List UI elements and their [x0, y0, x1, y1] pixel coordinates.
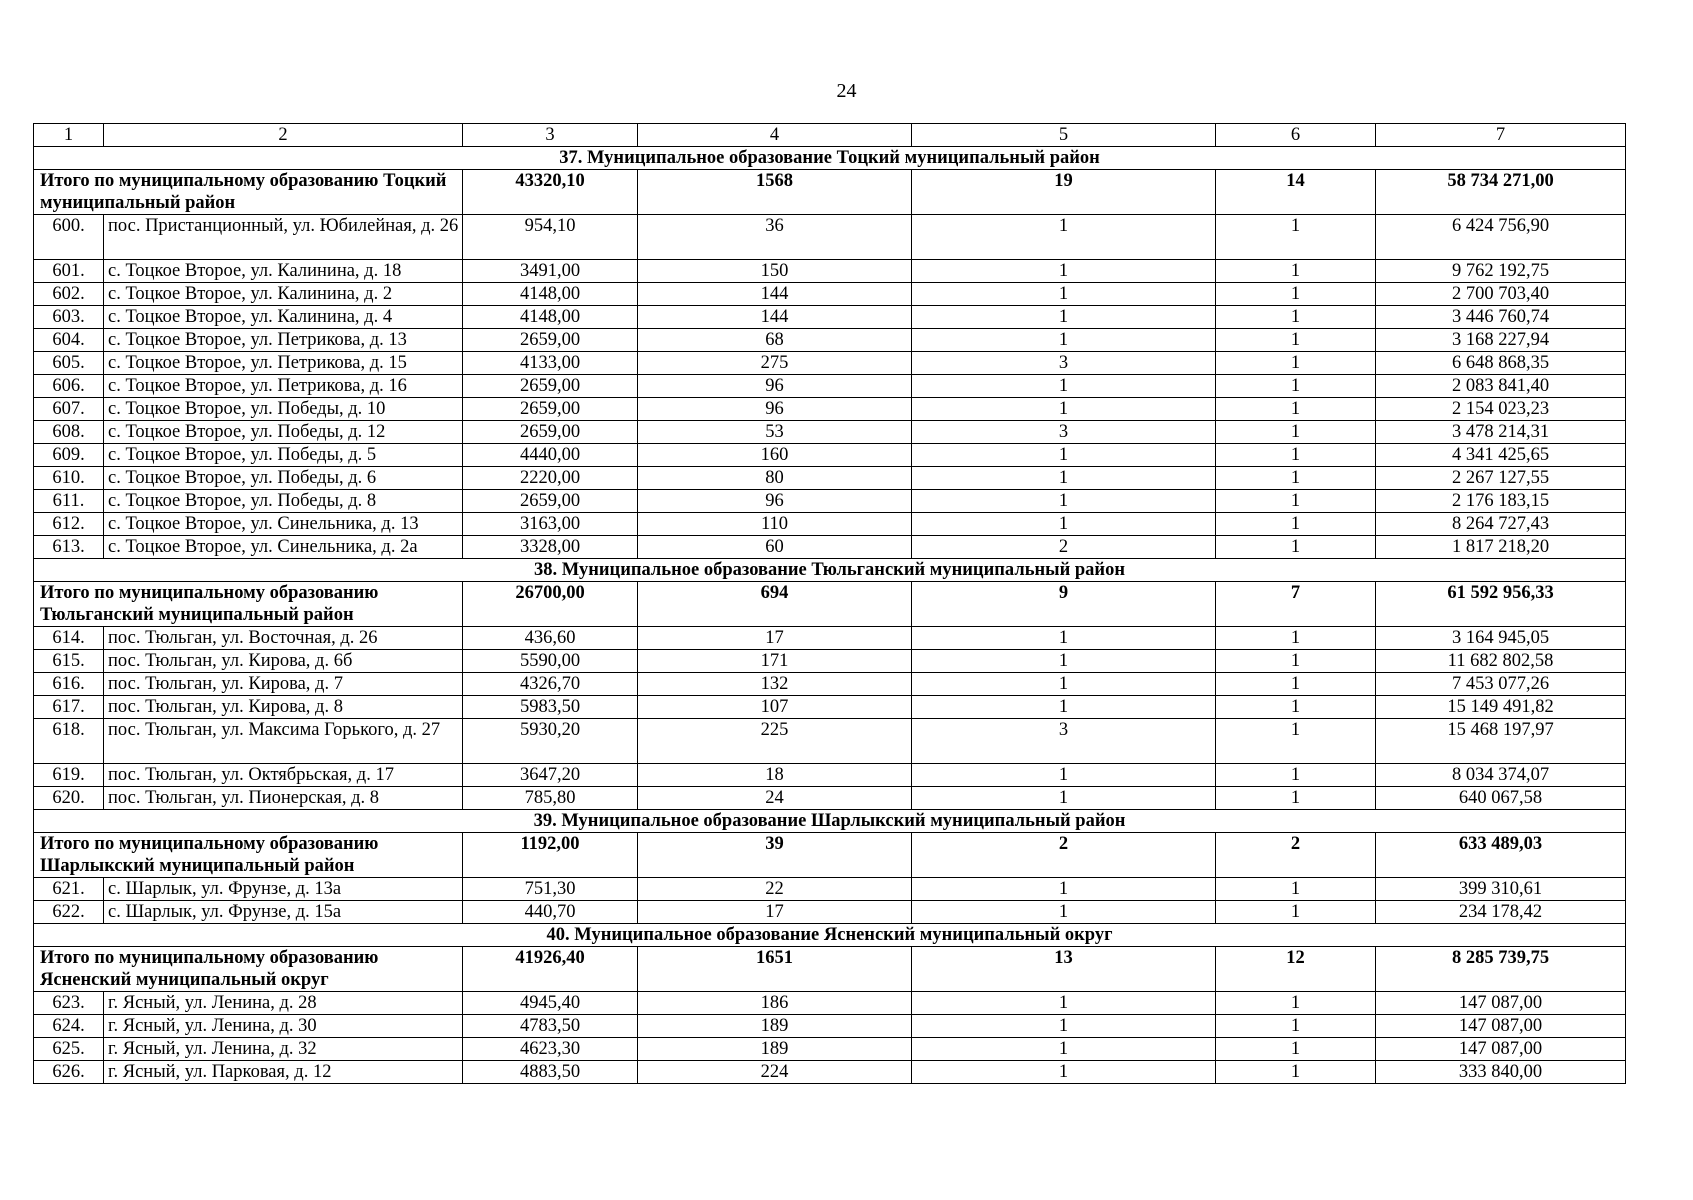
row-value-c4: 132 [638, 673, 912, 696]
row-number: 621. [34, 878, 104, 901]
total-value-c4: 39 [638, 833, 912, 878]
row-value-c3: 2659,00 [463, 421, 638, 444]
row-address: с. Тоцкое Второе, ул. Петрикова, д. 16 [104, 375, 463, 398]
row-value-c3: 4945,40 [463, 992, 638, 1015]
row-address: с. Тоцкое Второе, ул. Петрикова, д. 13 [104, 329, 463, 352]
row-value-c7: 640 067,58 [1376, 787, 1626, 810]
table-body [34, 124, 1626, 1084]
table-row [34, 650, 1626, 673]
row-value-c3: 3647,20 [463, 764, 638, 787]
row-value-c5: 1 [912, 306, 1216, 329]
total-value-c5: 9 [912, 582, 1216, 627]
table-row [34, 444, 1626, 467]
table-row [34, 329, 1626, 352]
row-address: пос. Тюльган, ул. Кирова, д. 8 [104, 696, 463, 719]
row-value-c6: 1 [1216, 260, 1376, 283]
row-address: пос. Тюльган, ул. Максима Горького, д. 27 [104, 719, 463, 764]
row-value-c7: 234 178,42 [1376, 901, 1626, 924]
total-label: Итого по муниципальному образованию Ясненский муниципальный округ [34, 947, 463, 992]
total-value-c6: 14 [1216, 170, 1376, 215]
row-number: 609. [34, 444, 104, 467]
row-value-c7: 3 446 760,74 [1376, 306, 1626, 329]
row-value-c7: 147 087,00 [1376, 1038, 1626, 1061]
row-number: 624. [34, 1015, 104, 1038]
total-value-c6: 12 [1216, 947, 1376, 992]
row-address: г. Ясный, ул. Ленина, д. 30 [104, 1015, 463, 1038]
row-value-c7: 147 087,00 [1376, 1015, 1626, 1038]
row-value-c6: 1 [1216, 536, 1376, 559]
total-value-c3: 26700,00 [463, 582, 638, 627]
row-number: 623. [34, 992, 104, 1015]
row-value-c7: 3 164 945,05 [1376, 627, 1626, 650]
row-value-c3: 440,70 [463, 901, 638, 924]
row-value-c7: 9 762 192,75 [1376, 260, 1626, 283]
section-title: 37. Муниципальное образование Тоцкий муниципальный район [34, 147, 1626, 170]
row-value-c3: 2659,00 [463, 329, 638, 352]
row-value-c4: 17 [638, 901, 912, 924]
row-value-c5: 3 [912, 352, 1216, 375]
total-label: Итого по муниципальному образованию Шарлыкский муниципальный район [34, 833, 463, 878]
row-value-c3: 4133,00 [463, 352, 638, 375]
row-value-c3: 751,30 [463, 878, 638, 901]
row-address: г. Ясный, ул. Парковая, д. 12 [104, 1061, 463, 1084]
column-number: 6 [1216, 124, 1376, 147]
table-row [34, 764, 1626, 787]
row-number: 619. [34, 764, 104, 787]
row-value-c4: 189 [638, 1015, 912, 1038]
table-row [34, 1061, 1626, 1084]
row-value-c5: 1 [912, 1015, 1216, 1038]
row-value-c5: 1 [912, 1061, 1216, 1084]
row-value-c4: 96 [638, 490, 912, 513]
section-header-row [34, 924, 1626, 947]
column-number: 7 [1376, 124, 1626, 147]
row-number: 610. [34, 467, 104, 490]
page-number: 24 [836, 80, 857, 102]
row-address: с. Шарлык, ул. Фрунзе, д. 13а [104, 878, 463, 901]
section-total-row [34, 170, 1626, 215]
row-value-c3: 4883,50 [463, 1061, 638, 1084]
row-value-c3: 4783,50 [463, 1015, 638, 1038]
section-total-row [34, 947, 1626, 992]
section-total-row [34, 833, 1626, 878]
row-value-c4: 160 [638, 444, 912, 467]
row-value-c4: 150 [638, 260, 912, 283]
row-value-c4: 68 [638, 329, 912, 352]
data-table [33, 123, 1626, 1084]
row-value-c4: 18 [638, 764, 912, 787]
row-value-c6: 1 [1216, 787, 1376, 810]
row-value-c7: 2 176 183,15 [1376, 490, 1626, 513]
total-value-c5: 13 [912, 947, 1216, 992]
row-value-c3: 2659,00 [463, 375, 638, 398]
row-value-c6: 1 [1216, 696, 1376, 719]
row-value-c7: 11 682 802,58 [1376, 650, 1626, 673]
row-value-c7: 2 154 023,23 [1376, 398, 1626, 421]
row-address: с. Тоцкое Второе, ул. Синельника, д. 13 [104, 513, 463, 536]
column-number: 5 [912, 124, 1216, 147]
row-value-c5: 1 [912, 398, 1216, 421]
table-row [34, 719, 1626, 764]
total-value-c3: 1192,00 [463, 833, 638, 878]
row-value-c7: 3 478 214,31 [1376, 421, 1626, 444]
row-value-c5: 1 [912, 283, 1216, 306]
total-value-c7: 58 734 271,00 [1376, 170, 1626, 215]
row-value-c7: 4 341 425,65 [1376, 444, 1626, 467]
row-value-c4: 186 [638, 992, 912, 1015]
row-value-c6: 1 [1216, 444, 1376, 467]
row-value-c5: 1 [912, 901, 1216, 924]
row-number: 612. [34, 513, 104, 536]
row-value-c6: 1 [1216, 878, 1376, 901]
total-value-c4: 694 [638, 582, 912, 627]
row-value-c3: 5930,20 [463, 719, 638, 764]
row-value-c4: 144 [638, 283, 912, 306]
row-value-c3: 436,60 [463, 627, 638, 650]
total-value-c4: 1651 [638, 947, 912, 992]
row-value-c3: 2220,00 [463, 467, 638, 490]
table-row [34, 673, 1626, 696]
row-address: с. Шарлык, ул. Фрунзе, д. 15а [104, 901, 463, 924]
row-number: 608. [34, 421, 104, 444]
row-value-c5: 1 [912, 260, 1216, 283]
total-label: Итого по муниципальному образованию Тюльганский муниципальный район [34, 582, 463, 627]
column-number: 3 [463, 124, 638, 147]
row-value-c6: 1 [1216, 421, 1376, 444]
row-number: 625. [34, 1038, 104, 1061]
section-header-row [34, 147, 1626, 170]
row-number: 600. [34, 215, 104, 260]
row-number: 614. [34, 627, 104, 650]
row-address: пос. Тюльган, ул. Кирова, д. 6б [104, 650, 463, 673]
row-value-c4: 171 [638, 650, 912, 673]
row-value-c7: 6 424 756,90 [1376, 215, 1626, 260]
row-number: 616. [34, 673, 104, 696]
row-value-c6: 1 [1216, 901, 1376, 924]
table-row [34, 992, 1626, 1015]
table-row [34, 352, 1626, 375]
row-address: пос. Тюльган, ул. Октябрьская, д. 17 [104, 764, 463, 787]
table-row [34, 375, 1626, 398]
row-value-c6: 1 [1216, 673, 1376, 696]
row-value-c5: 1 [912, 787, 1216, 810]
table-row [34, 513, 1626, 536]
row-value-c3: 4148,00 [463, 306, 638, 329]
section-title: 38. Муниципальное образование Тюльганский муниципальный район [34, 559, 1626, 582]
table-row [34, 627, 1626, 650]
row-value-c4: 110 [638, 513, 912, 536]
row-number: 604. [34, 329, 104, 352]
section-title: 39. Муниципальное образование Шарлыкский муниципальный район [34, 810, 1626, 833]
row-value-c6: 1 [1216, 215, 1376, 260]
row-value-c4: 17 [638, 627, 912, 650]
row-value-c4: 24 [638, 787, 912, 810]
total-value-c5: 19 [912, 170, 1216, 215]
section-header-row [34, 559, 1626, 582]
row-value-c4: 96 [638, 375, 912, 398]
row-address: г. Ясный, ул. Ленина, д. 32 [104, 1038, 463, 1061]
row-value-c5: 3 [912, 719, 1216, 764]
table-row [34, 901, 1626, 924]
row-address: с. Тоцкое Второе, ул. Синельника, д. 2а [104, 536, 463, 559]
row-value-c5: 1 [912, 375, 1216, 398]
row-value-c7: 2 083 841,40 [1376, 375, 1626, 398]
row-number: 620. [34, 787, 104, 810]
row-value-c3: 3491,00 [463, 260, 638, 283]
total-value-c6: 2 [1216, 833, 1376, 878]
row-address: пос. Тюльган, ул. Кирова, д. 7 [104, 673, 463, 696]
row-number: 607. [34, 398, 104, 421]
row-address: с. Тоцкое Второе, ул. Победы, д. 6 [104, 467, 463, 490]
row-value-c6: 1 [1216, 490, 1376, 513]
row-number: 615. [34, 650, 104, 673]
row-value-c5: 1 [912, 764, 1216, 787]
row-value-c5: 2 [912, 536, 1216, 559]
row-value-c4: 36 [638, 215, 912, 260]
row-value-c7: 7 453 077,26 [1376, 673, 1626, 696]
row-number: 606. [34, 375, 104, 398]
table-row [34, 467, 1626, 490]
row-value-c6: 1 [1216, 398, 1376, 421]
row-address: пос. Тюльган, ул. Пионерская, д. 8 [104, 787, 463, 810]
row-value-c6: 1 [1216, 352, 1376, 375]
row-address: с. Тоцкое Второе, ул. Калинина, д. 18 [104, 260, 463, 283]
total-value-c3: 43320,10 [463, 170, 638, 215]
table-row [34, 536, 1626, 559]
row-value-c7: 399 310,61 [1376, 878, 1626, 901]
section-title: 40. Муниципальное образование Ясненский муниципальный округ [34, 924, 1626, 947]
row-value-c7: 15 149 491,82 [1376, 696, 1626, 719]
row-value-c3: 4326,70 [463, 673, 638, 696]
row-value-c6: 1 [1216, 1061, 1376, 1084]
row-value-c7: 3 168 227,94 [1376, 329, 1626, 352]
row-value-c5: 1 [912, 329, 1216, 352]
row-value-c4: 275 [638, 352, 912, 375]
row-value-c3: 954,10 [463, 215, 638, 260]
total-value-c3: 41926,40 [463, 947, 638, 992]
total-value-c7: 8 285 739,75 [1376, 947, 1626, 992]
row-value-c3: 2659,00 [463, 490, 638, 513]
row-number: 617. [34, 696, 104, 719]
row-address: с. Тоцкое Второе, ул. Победы, д. 8 [104, 490, 463, 513]
total-value-c5: 2 [912, 833, 1216, 878]
row-address: с. Тоцкое Второе, ул. Калинина, д. 4 [104, 306, 463, 329]
table-row [34, 260, 1626, 283]
row-value-c7: 6 648 868,35 [1376, 352, 1626, 375]
row-value-c4: 107 [638, 696, 912, 719]
row-value-c4: 60 [638, 536, 912, 559]
row-value-c6: 1 [1216, 467, 1376, 490]
row-value-c3: 2659,00 [463, 398, 638, 421]
row-value-c4: 80 [638, 467, 912, 490]
row-address: с. Тоцкое Второе, ул. Калинина, д. 2 [104, 283, 463, 306]
row-value-c7: 147 087,00 [1376, 992, 1626, 1015]
row-value-c7: 1 817 218,20 [1376, 536, 1626, 559]
total-value-c6: 7 [1216, 582, 1376, 627]
row-value-c3: 5590,00 [463, 650, 638, 673]
row-value-c7: 8 034 374,07 [1376, 764, 1626, 787]
row-value-c6: 1 [1216, 992, 1376, 1015]
row-value-c3: 785,80 [463, 787, 638, 810]
row-value-c6: 1 [1216, 627, 1376, 650]
row-address: пос. Пристанционный, ул. Юбилейная, д. 26 [104, 215, 463, 260]
row-address: с. Тоцкое Второе, ул. Победы, д. 10 [104, 398, 463, 421]
table-row [34, 306, 1626, 329]
total-label: Итого по муниципальному образованию Тоцкий муниципальный район [34, 170, 463, 215]
table-row [34, 283, 1626, 306]
row-address: с. Тоцкое Второе, ул. Победы, д. 12 [104, 421, 463, 444]
row-value-c5: 1 [912, 1038, 1216, 1061]
row-number: 613. [34, 536, 104, 559]
row-value-c3: 5983,50 [463, 696, 638, 719]
row-number: 601. [34, 260, 104, 283]
section-total-row [34, 582, 1626, 627]
section-header-row [34, 810, 1626, 833]
row-number: 605. [34, 352, 104, 375]
row-value-c7: 15 468 197,97 [1376, 719, 1626, 764]
column-number: 2 [104, 124, 463, 147]
row-number: 603. [34, 306, 104, 329]
table-row [34, 696, 1626, 719]
row-value-c3: 4440,00 [463, 444, 638, 467]
row-number: 626. [34, 1061, 104, 1084]
table-row [34, 421, 1626, 444]
row-value-c4: 96 [638, 398, 912, 421]
row-value-c5: 1 [912, 673, 1216, 696]
row-value-c5: 1 [912, 513, 1216, 536]
total-value-c7: 61 592 956,33 [1376, 582, 1626, 627]
row-value-c6: 1 [1216, 283, 1376, 306]
row-number: 611. [34, 490, 104, 513]
row-number: 622. [34, 901, 104, 924]
total-value-c7: 633 489,03 [1376, 833, 1626, 878]
row-value-c5: 1 [912, 444, 1216, 467]
row-value-c6: 1 [1216, 375, 1376, 398]
row-value-c4: 22 [638, 878, 912, 901]
row-number: 618. [34, 719, 104, 764]
row-value-c6: 1 [1216, 719, 1376, 764]
row-address: с. Тоцкое Второе, ул. Победы, д. 5 [104, 444, 463, 467]
row-value-c3: 4148,00 [463, 283, 638, 306]
row-value-c7: 8 264 727,43 [1376, 513, 1626, 536]
row-value-c6: 1 [1216, 1015, 1376, 1038]
row-address: г. Ясный, ул. Ленина, д. 28 [104, 992, 463, 1015]
row-value-c6: 1 [1216, 1038, 1376, 1061]
row-address: пос. Тюльган, ул. Восточная, д. 26 [104, 627, 463, 650]
row-value-c4: 224 [638, 1061, 912, 1084]
total-value-c4: 1568 [638, 170, 912, 215]
table-row [34, 787, 1626, 810]
row-value-c6: 1 [1216, 513, 1376, 536]
row-value-c5: 1 [912, 215, 1216, 260]
row-value-c3: 4623,30 [463, 1038, 638, 1061]
row-value-c5: 1 [912, 627, 1216, 650]
row-value-c6: 1 [1216, 650, 1376, 673]
column-number: 1 [34, 124, 104, 147]
row-value-c5: 1 [912, 992, 1216, 1015]
table-row [34, 398, 1626, 421]
row-value-c4: 225 [638, 719, 912, 764]
row-value-c6: 1 [1216, 764, 1376, 787]
row-value-c5: 3 [912, 421, 1216, 444]
row-value-c5: 1 [912, 467, 1216, 490]
row-address: с. Тоцкое Второе, ул. Петрикова, д. 15 [104, 352, 463, 375]
row-value-c7: 333 840,00 [1376, 1061, 1626, 1084]
row-value-c3: 3163,00 [463, 513, 638, 536]
row-value-c4: 53 [638, 421, 912, 444]
row-value-c4: 189 [638, 1038, 912, 1061]
row-value-c6: 1 [1216, 306, 1376, 329]
table-row [34, 878, 1626, 901]
row-value-c7: 2 267 127,55 [1376, 467, 1626, 490]
row-value-c5: 1 [912, 650, 1216, 673]
table-row [34, 1038, 1626, 1061]
column-number-row [34, 124, 1626, 147]
row-value-c5: 1 [912, 696, 1216, 719]
column-number: 4 [638, 124, 912, 147]
row-value-c4: 144 [638, 306, 912, 329]
row-value-c7: 2 700 703,40 [1376, 283, 1626, 306]
row-number: 602. [34, 283, 104, 306]
table-row [34, 215, 1626, 260]
table-row [34, 490, 1626, 513]
row-value-c3: 3328,00 [463, 536, 638, 559]
table-row [34, 1015, 1626, 1038]
row-value-c5: 1 [912, 878, 1216, 901]
row-value-c6: 1 [1216, 329, 1376, 352]
row-value-c5: 1 [912, 490, 1216, 513]
